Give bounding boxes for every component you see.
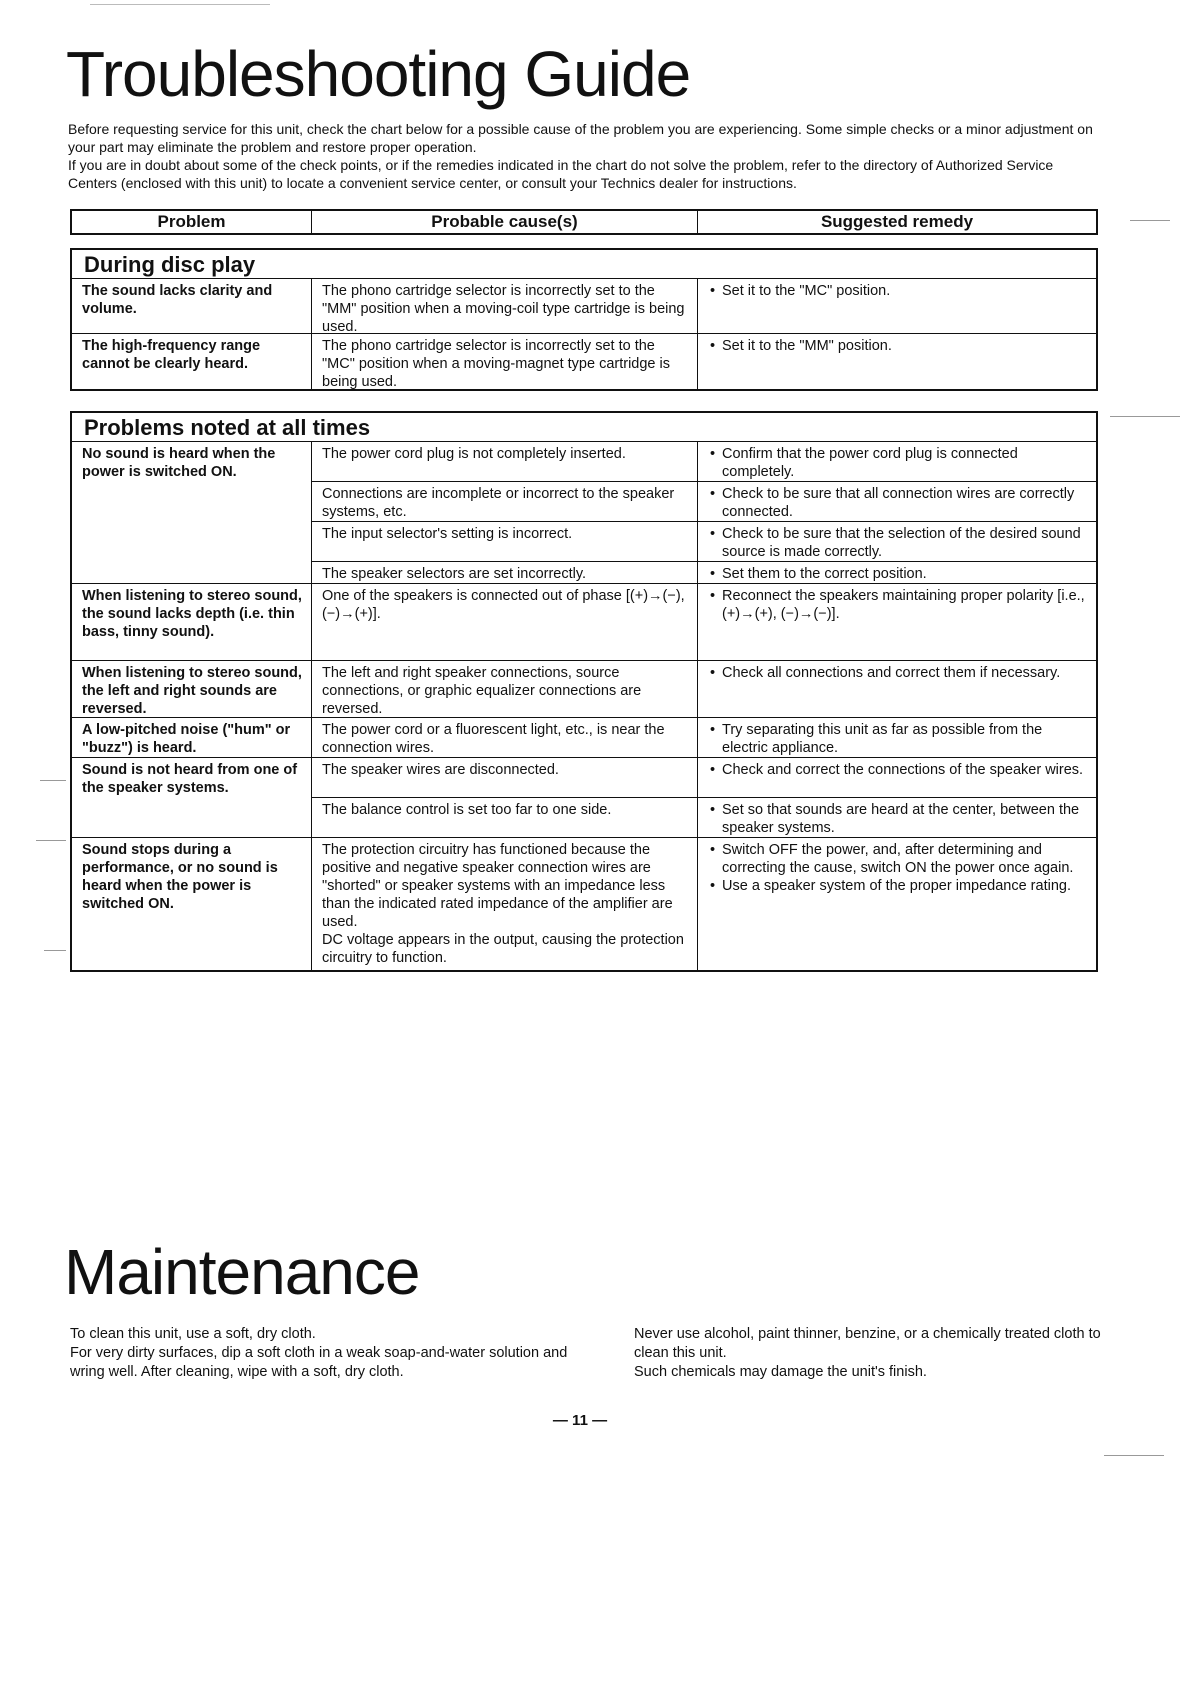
problem-cell: No sound is heard when the power is switched ON. [72,442,312,583]
remedy-text: Check to be sure that the selection of the desired sound source is made correctly. [722,526,1081,560]
page-title: Troubleshooting Guide [66,38,691,110]
cause-remedy-pair [312,798,1096,837]
scan-mark [40,780,66,781]
scan-mark [90,4,270,5]
header-remedy: Suggested remedy [820,212,974,231]
section-title: Problems noted at all times [72,413,1096,442]
bullet-icon: • [710,446,716,462]
bullet-icon: • [710,338,716,354]
intro-text [68,120,1100,192]
cause-cell: The input selector's setting is incorrect. [312,522,698,561]
table-row [72,838,1096,970]
problem-cell: When listening to stereo sound, the left and right sounds are reversed. [72,661,312,717]
cause-remedy-pair [312,482,1096,522]
section-title: During disc play [72,250,1096,279]
remedy-cell [698,482,1096,521]
bullet-icon: • [710,762,716,778]
remedy-item [710,841,1088,877]
bullet-icon: • [710,878,716,894]
bullet-icon: • [710,842,716,858]
remedy-text: Check all connections and correct them if necessary. [722,665,1061,681]
scan-mark [36,840,66,841]
remedy-cell [698,279,1096,333]
table-row [72,279,1096,334]
cause-remedy-pair [312,522,1096,562]
problem-cell: Sound is not heard from one of the speaker systems. [72,758,312,837]
remedy-text: Check and correct the connections of the speaker wires. [722,762,1084,778]
bullet-icon: • [710,722,716,738]
cause-remedy-group [312,758,1096,837]
scan-mark [1104,1455,1164,1456]
page-number: — 11 — [552,1412,608,1429]
bullet-icon: • [710,486,716,502]
table-row [72,334,1096,389]
section-all-times [70,411,1098,972]
maintenance-paragraph: For very dirty surfaces, dip a soft cloth in a weak soap-and-water solution and wring well. After cleaning, wipe with a soft, dry cloth. [70,1345,568,1380]
bullet-icon: • [710,802,716,818]
cause-cell: The speaker selectors are set incorrectly. [312,562,698,583]
remedy-item [710,877,1088,895]
maintenance-paragraph: To clean this unit, use a soft, dry cloth. [70,1326,316,1342]
cause-cell: The speaker wires are disconnected. [312,758,698,797]
remedy-cell [698,584,1096,660]
remedy-cell [698,442,1096,481]
cause-remedy-group [312,442,1096,583]
problem-cell: A low-pitched noise ("hum" or "buzz") is heard. [72,718,312,757]
table-row [72,661,1096,718]
bullet-icon: • [710,566,716,582]
cause-cell: The power cord plug is not completely inserted. [312,442,698,481]
cause-cell: The phono cartridge selector is incorrectly set to the "MM" position when a moving-coil type cartridge is being used. [312,279,698,333]
bullet-icon: • [710,665,716,681]
remedy-cell [698,661,1096,717]
remedy-text: Switch OFF the power, and, after determining and correcting the cause, switch ON the power once again. [722,842,1074,876]
remedy-text: Use a speaker system of the proper impedance rating. [722,878,1071,894]
problem-cell: The sound lacks clarity and volume. [72,279,312,333]
remedy-text: Try separating this unit as far as possible from the electric appliance. [722,722,1043,756]
scan-mark [1110,416,1180,417]
problem-cell: Sound stops during a performance, or no sound is heard when the power is switched ON. [72,838,312,970]
remedy-text: Check to be sure that all connection wires are correctly connected. [722,486,1075,520]
cause-cell: The balance control is set too far to one side. [312,798,698,837]
problem-cell: When listening to stereo sound, the sound lacks depth (i.e. thin bass, tinny sound). [72,584,312,660]
section-disc-play [70,248,1098,391]
cause-remedy-pair [312,442,1096,482]
table-row [72,442,1096,584]
cause-remedy-pair [312,758,1096,798]
maintenance-paragraph: Such chemicals may damage the unit's finish. [634,1364,927,1380]
remedy-cell [698,334,1096,389]
intro-paragraph: Before requesting service for this unit, check the chart below for a possible cause of the problem you are experiencing. Some simple checks or a minor adjustment on your part may eliminate the problem and restore proper operation. [68,121,1093,155]
cause-cell: One of the speakers is connected out of phase [(+)→(−), (−)→(+)]. [312,584,698,660]
table-header [70,209,1098,235]
remedy-cell [698,522,1096,561]
bullet-icon: • [710,526,716,542]
cause-cell: The phono cartridge selector is incorrectly set to the "MC" position when a moving-magnet type cartridge is being used. [312,334,698,389]
table-row [72,718,1096,758]
remedy-cell [698,562,1096,583]
remedy-cell [698,798,1096,837]
cause-cell: The power cord or a fluorescent light, etc., is near the connection wires. [312,718,698,757]
intro-paragraph: If you are in doubt about some of the check points, or if the remedies indicated in the chart do not solve the problem, refer to the directory of Authorized Service Centers (enclosed with this unit) to locate a convenient service center, or consult your Technics dealer for instructions. [68,157,1054,191]
scan-mark [1130,220,1170,221]
remedy-cell [698,718,1096,757]
cause-cell: Connections are incomplete or incorrect to the speaker systems, etc. [312,482,698,521]
table-row [72,584,1096,661]
maintenance-right-text [634,1325,1104,1382]
cause-text: The protection circuitry has functioned because the positive and negative speaker connection wires are "shorted" or speaker systems with an impedance less than the indicated rated impedance of the amplifier are used. [322,842,673,930]
maintenance-title: Maintenance [64,1236,420,1308]
remedy-text: Set them to the correct position. [722,566,927,582]
remedy-cell [698,838,1096,970]
cause-cell: The left and right speaker connections, source connections, or graphic equalizer connections are reversed. [312,661,698,717]
remedy-text: Confirm that the power cord plug is connected completely. [722,446,1018,480]
remedy-text: Set so that sounds are heard at the center, between the speaker systems. [722,802,1080,836]
problem-cell: The high-frequency range cannot be clearly heard. [72,334,312,389]
table-row [72,758,1096,838]
bullet-icon: • [710,588,716,604]
remedy-text: Reconnect the speakers maintaining proper polarity [i.e., (+)→(+), (−)→(−)]. [722,588,1085,622]
remedy-text: Set it to the "MM" position. [722,338,892,354]
maintenance-left-text [70,1325,570,1382]
scan-mark [44,950,66,951]
header-problem: Problem [72,211,312,233]
header-cause: Probable cause(s) [312,211,698,233]
remedy-cell [698,758,1096,797]
remedy-text: Set it to the "MC" position. [722,283,891,299]
cause-cell [312,838,698,970]
cause-text: DC voltage appears in the output, causing the protection circuitry to function. [322,932,684,966]
bullet-icon: • [710,283,716,299]
maintenance-paragraph: Never use alcohol, paint thinner, benzine, or a chemically treated cloth to clean this unit. [634,1326,1101,1361]
cause-remedy-pair [312,562,1096,583]
